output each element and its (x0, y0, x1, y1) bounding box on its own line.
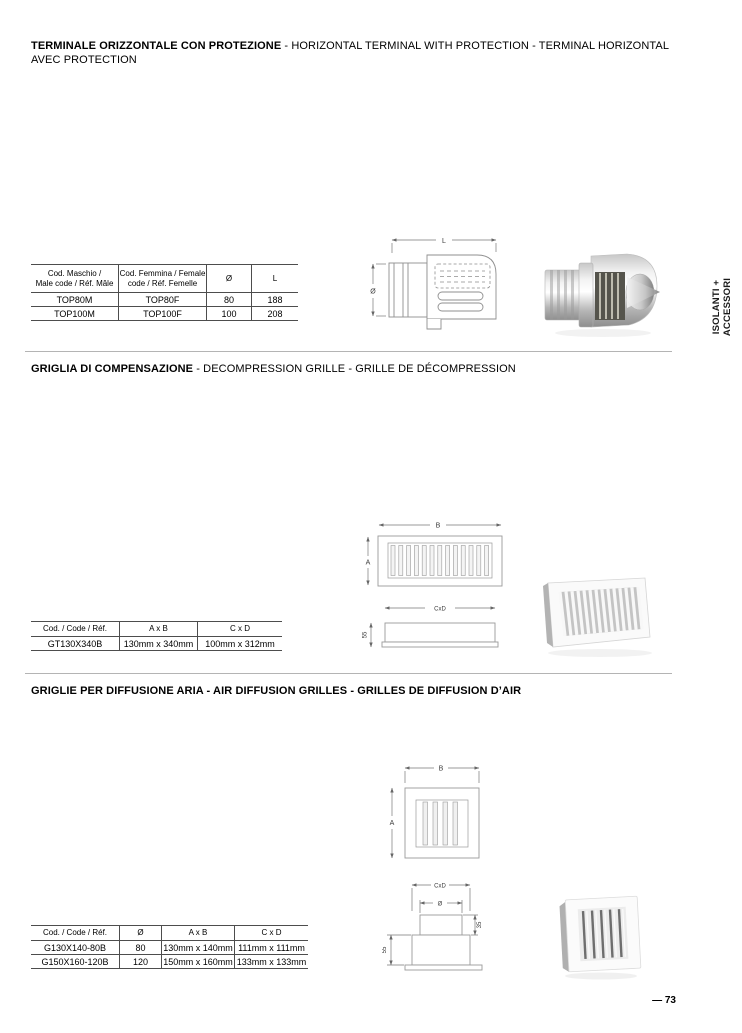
dim-height-label: A (389, 820, 395, 827)
table-row (31, 307, 298, 321)
col-header-length (252, 265, 298, 292)
table-header-row (31, 265, 298, 293)
dim-width-label: B (435, 522, 441, 530)
section-title-terminal (31, 39, 689, 67)
table-cell: 133mm x 133mm (236, 956, 307, 967)
col-header-diameter (207, 265, 252, 292)
header-line: Ø (137, 928, 144, 937)
dim-height-label: A (365, 559, 371, 567)
section-title-rest: - DECOMPRESSION GRILLE - GRILLE DE DÉCOMPRESSION (193, 363, 516, 375)
table-row (31, 955, 308, 969)
section-title-decompression (31, 362, 689, 376)
table-header-row (31, 622, 282, 637)
header-line: Cod. / Code / Réf. (42, 624, 108, 633)
col-header-cxd (235, 926, 308, 940)
dim-length-label: L (442, 238, 446, 245)
table-cell: 111mm x 111mm (238, 942, 305, 953)
decompression-table (31, 621, 282, 651)
table-cell: G150X160-120B (31, 955, 120, 968)
section-title-bold: TERMINALE ORIZZONTALE CON PROTEZIONE (31, 40, 282, 52)
dim-width-label: B (438, 765, 444, 773)
decompression-technical-drawing (362, 518, 518, 650)
header-line: code / Réf. Femelle (127, 278, 198, 288)
sidebar-category-line1: ISOLANTI + (711, 279, 722, 335)
table-header-row (31, 926, 308, 941)
dim-diameter-label: Ø (370, 288, 376, 296)
col-header-diameter (120, 926, 162, 940)
table-cell: 130mm x 140mm (162, 941, 235, 954)
diffusion-product-photo (553, 888, 653, 983)
header-line: C x D (230, 624, 250, 633)
table-row (31, 293, 298, 307)
table-cell: TOP80F (119, 293, 207, 306)
header-line: Male code / Réf. Mâle (35, 278, 114, 288)
table-cell: 150mm x 160mm (162, 955, 235, 968)
col-header-cxd (198, 622, 282, 636)
table-cell: 100 (207, 307, 252, 320)
diffusion-front-drawing (385, 758, 495, 870)
table-cell: 80 (207, 293, 252, 306)
table-cell: 188 (267, 294, 283, 305)
table-cell: 130mm x 340mm (120, 637, 198, 650)
section-title-diffusion (31, 684, 689, 698)
header-line: L (272, 273, 278, 283)
col-header-axb (162, 926, 235, 940)
table-cell: GT130X340B (31, 637, 120, 650)
dim-diameter-label: Ø (437, 901, 443, 908)
col-header-axb (120, 622, 198, 636)
page-number: — 73 (652, 995, 676, 1006)
sidebar-category-label (711, 278, 733, 336)
table-cell: 120 (120, 955, 162, 968)
header-line: Ø (225, 273, 233, 283)
section-title-bold: GRIGLIA DI COMPENSAZIONE (31, 363, 194, 375)
terminal-product-photo (543, 240, 665, 340)
table-cell: TOP100F (119, 307, 207, 320)
section-divider (25, 351, 672, 352)
header-line: Cod. Femmina / Female (119, 268, 206, 278)
table-cell: TOP100M (31, 307, 119, 320)
header-line: Cod. Maschio / (47, 268, 102, 278)
table-cell: G130X140-80B (31, 941, 120, 954)
terminal-technical-drawing (363, 226, 518, 338)
table-cell: TOP80M (31, 293, 119, 306)
dim-depth-label: 55 (362, 631, 369, 639)
header-line: Cod. / Code / Réf. (42, 928, 108, 937)
terminal-table (31, 264, 298, 321)
sidebar-category-line2: ACCESSORI (722, 277, 733, 337)
table-row (31, 941, 308, 955)
dim-cxd-label: CxD (434, 606, 446, 613)
col-header-code (31, 622, 120, 636)
dim-collar-label: 35 (477, 921, 483, 929)
table-cell: 100mm x 312mm (205, 638, 275, 649)
col-header-code (31, 926, 120, 940)
header-line: C x D (261, 928, 282, 937)
col-header-male-code (31, 265, 119, 292)
table-row (31, 637, 282, 651)
header-line: A x B (149, 624, 168, 633)
diffusion-side-drawing (382, 876, 508, 976)
section-divider (25, 673, 672, 674)
section-title-bold: GRIGLIE PER DIFFUSIONE ARIA - AIR DIFFUSION GRILLES - GRILLES DE DIFFUSION D’AIR (31, 685, 522, 697)
decompression-product-photo (538, 572, 668, 660)
diffusion-table (31, 925, 308, 969)
table-cell: 80 (120, 941, 162, 954)
col-header-female-code (119, 265, 207, 292)
header-line: A x B (188, 928, 208, 937)
dim-body-label: 55 (382, 946, 388, 954)
dim-cxd-label: CxD (434, 883, 446, 890)
section-title-rest: - HORIZONTAL TERMINAL WITH PROTECTION - TERMINAL HORIZONTAL AVEC PROTECTION (31, 40, 669, 66)
table-cell: 208 (267, 308, 283, 319)
